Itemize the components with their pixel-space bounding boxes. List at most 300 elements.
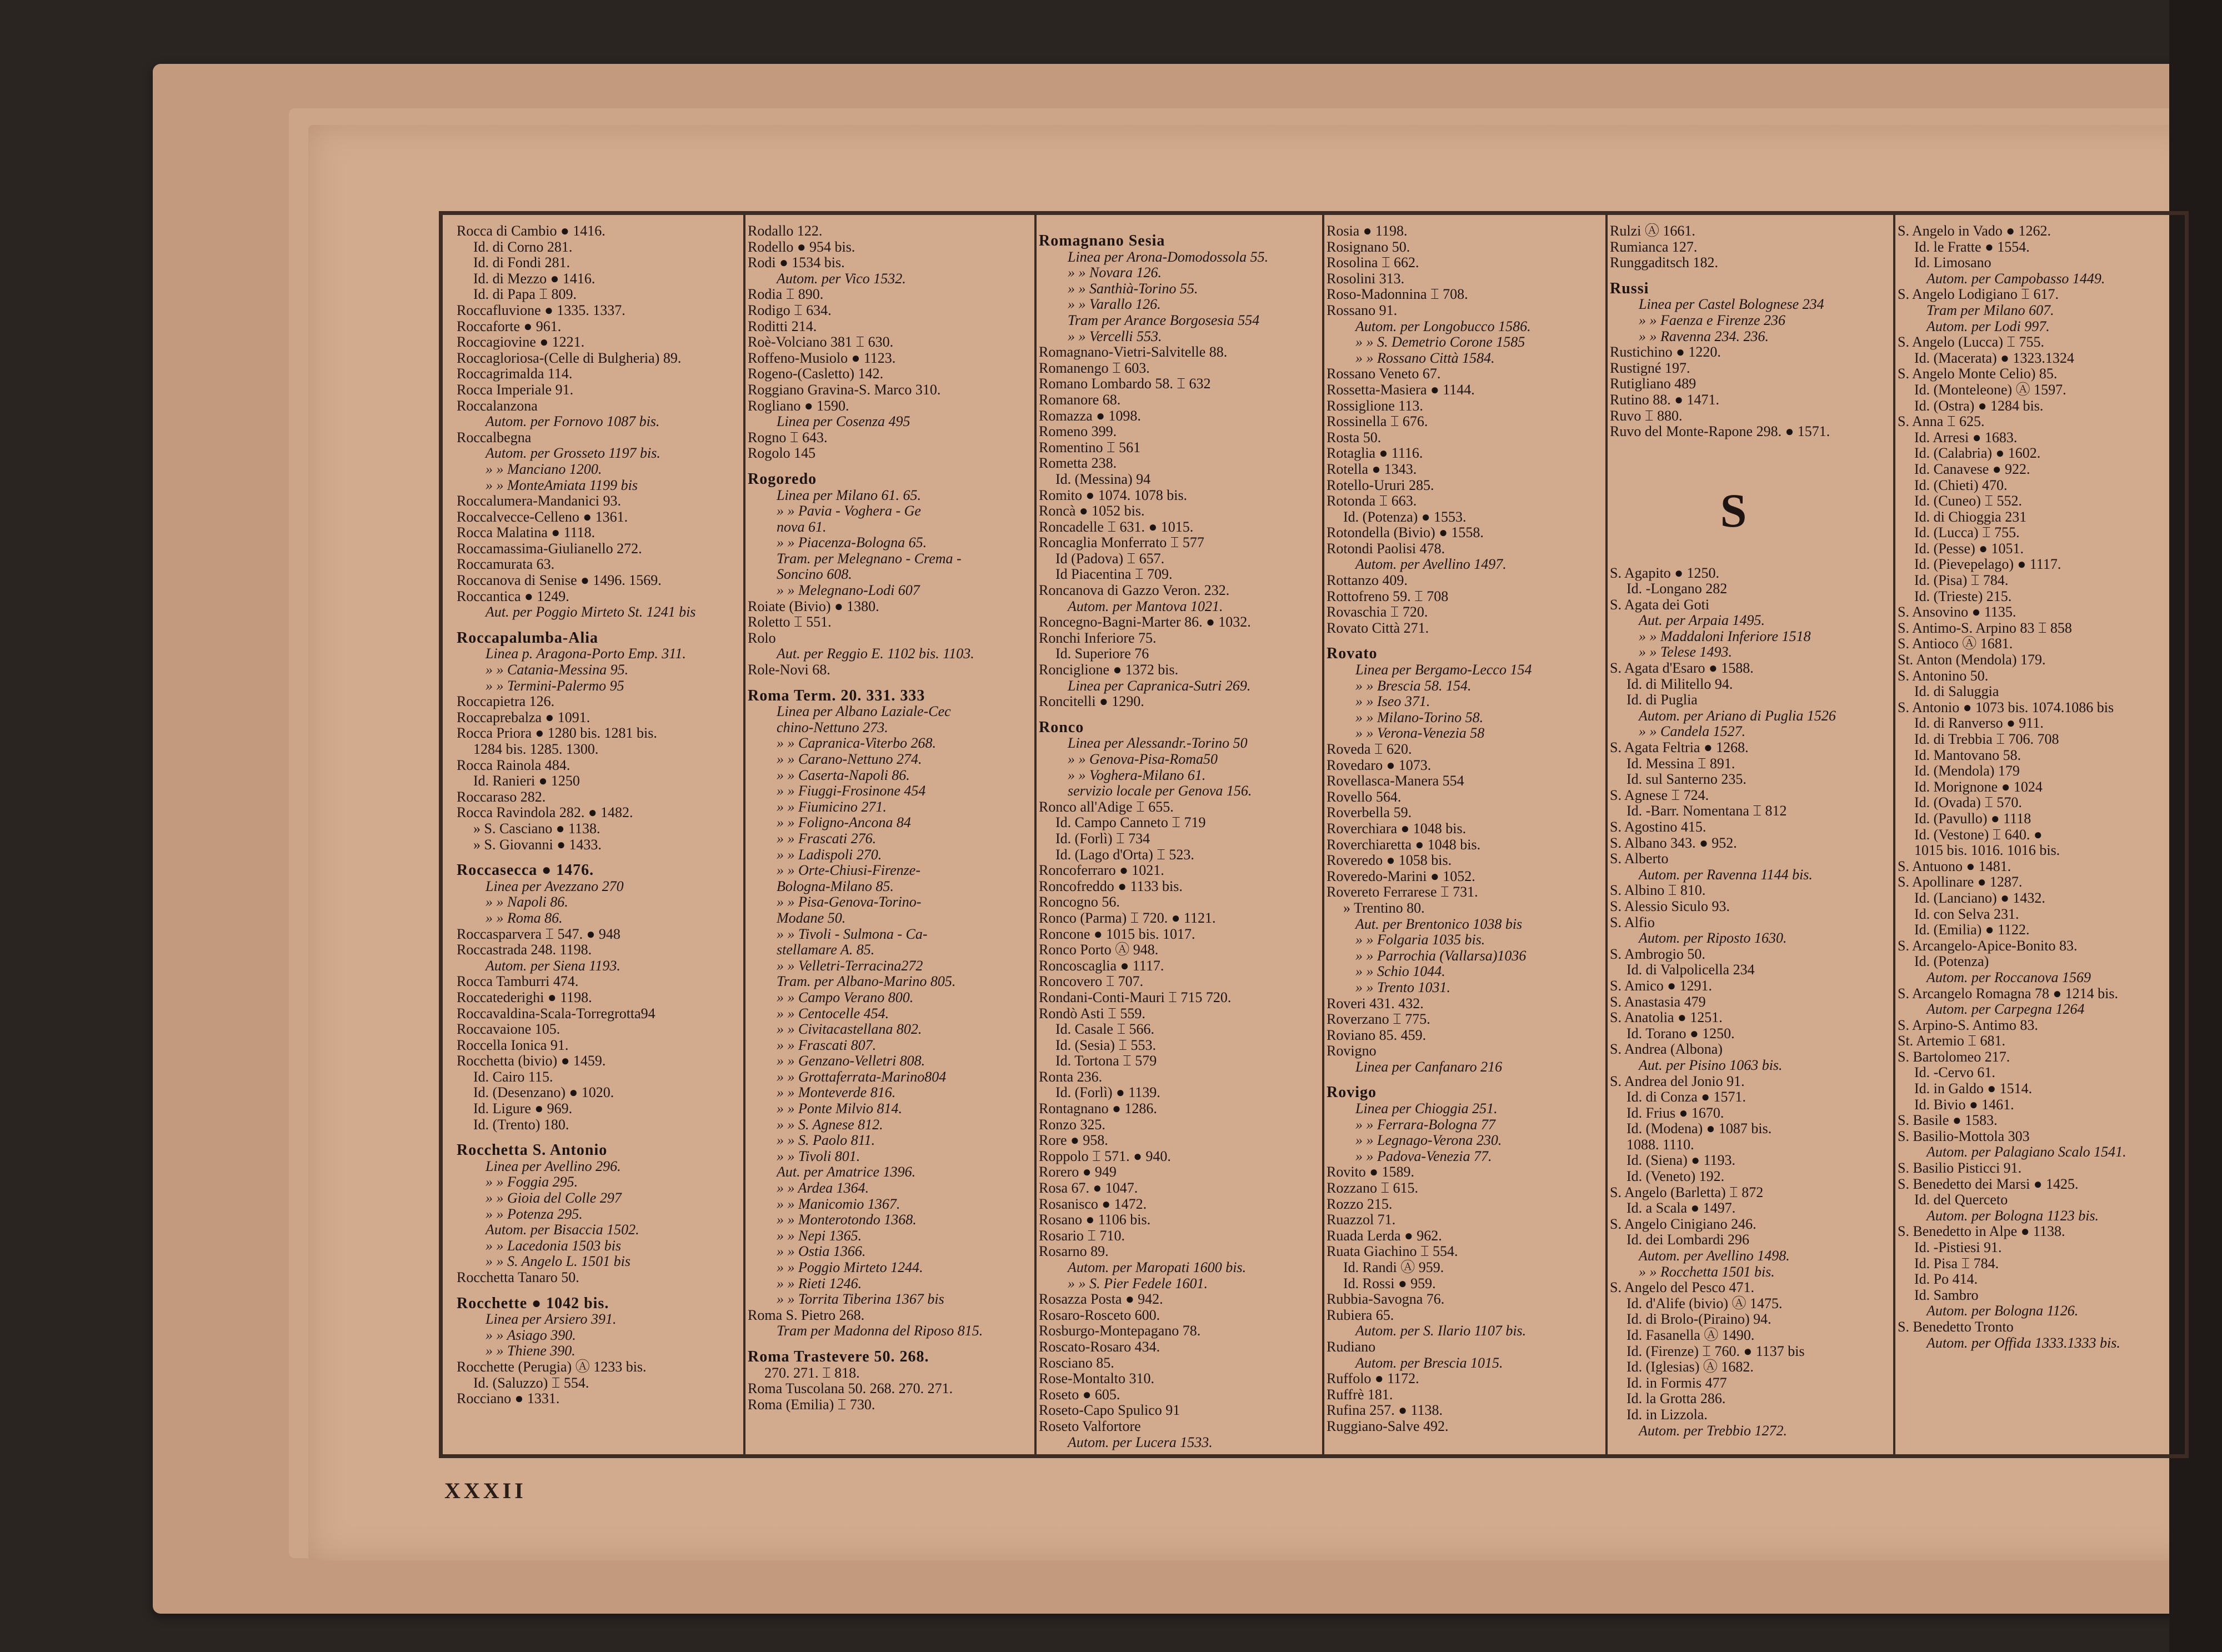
index-entry: Id. (Iglesias) Ⓐ 1682. — [1627, 1359, 1754, 1375]
index-entry: S. Angelo Lodigiano ⌶ 617. — [1898, 286, 2059, 303]
index-entry: Id. (Siena) ● 1193. — [1627, 1152, 1735, 1169]
index-entry: Id. (Messina) 94 — [1055, 470, 1151, 487]
index-entry: Rocca Tamburri 474. — [457, 973, 579, 990]
index-entry: Ruggiano-Salve 492. — [1327, 1418, 1449, 1434]
index-entry: Rovellasca-Manera 554 — [1327, 773, 1464, 789]
index-entry: Rose-Montalto 310. — [1039, 1370, 1154, 1387]
index-entry: Romanore 68. — [1039, 391, 1121, 408]
index-entry: Id. Bivio ● 1461. — [1914, 1096, 2014, 1113]
index-entry: Id. (Cuneo) ⌶ 552. — [1914, 493, 2022, 509]
index-entry: S. Antuono ● 1481. — [1898, 858, 2011, 874]
index-column-3 — [1039, 223, 1319, 1451]
index-entry: Autom. per Avellino 1497. — [1355, 556, 1507, 573]
index-entry: Ronchi Inferiore 75. — [1039, 629, 1157, 646]
index-entry: » » Campo Verano 800. — [777, 989, 914, 1005]
index-entry: » » Caserta-Napoli 86. — [777, 767, 910, 783]
index-entry: S. Ansovino ● 1135. — [1898, 604, 2016, 620]
index-entry: Autom. per Palagiano Scalo 1541. — [1926, 1144, 2126, 1160]
index-entry: » » Velletri-Terracina272 — [777, 957, 923, 974]
index-entry: Rumianca 127. — [1610, 238, 1698, 255]
index-entry: S. Agostino 415. — [1610, 819, 1706, 835]
index-entry: Role-Novi 68. — [748, 662, 830, 678]
column-divider — [1322, 214, 1324, 1454]
index-entry: Id. (Saluzzo) ⌶ 554. — [473, 1374, 589, 1391]
index-entry: Roccafluvione ● 1335. 1337. — [457, 302, 625, 318]
index-entry: Ruffolo ● 1172. — [1327, 1370, 1419, 1387]
index-entry: Ronta 236. — [1039, 1068, 1103, 1085]
index-entry: Rontagnano ● 1286. — [1039, 1100, 1157, 1117]
index-entry: » » Schio 1044. — [1355, 963, 1445, 980]
index-entry: » » Foggia 295. — [486, 1174, 578, 1190]
index-entry: Rocchetta (bivio) ● 1459. — [457, 1053, 606, 1069]
index-entry: Rotondi Paolisi 478. — [1327, 540, 1445, 557]
index-entry: Rorero ● 949 — [1039, 1164, 1117, 1180]
index-entry: S. Arcangelo Romagna 78 ● 1214 bis. — [1898, 985, 2118, 1002]
index-entry: » » S. Paolo 811. — [777, 1132, 875, 1149]
index-entry: Autom. per Bologna 1123 bis. — [1926, 1207, 2099, 1224]
index-entry: Id. (Mendola) 179 — [1914, 763, 2020, 779]
index-entry: » » Varallo 126. — [1068, 296, 1161, 313]
index-entry: Aut. per Arpaia 1495. — [1639, 612, 1765, 629]
index-entry: Autom. per Brescia 1015. — [1355, 1354, 1503, 1371]
index-entry: Tram per Arance Borgosesia 554 — [1068, 312, 1260, 328]
index-entry: » » Ladispoli 270. — [777, 846, 882, 863]
index-entry: St. Anton (Mendola) 179. — [1898, 652, 2046, 668]
index-entry: Rutino 88. ● 1471. — [1610, 391, 1719, 408]
index-entry: Roverzano ⌶ 775. — [1327, 1011, 1430, 1028]
index-entry: S. Basilio Pisticci 91. — [1898, 1160, 2022, 1177]
index-entry: Rogliano ● 1590. — [748, 397, 849, 414]
index-entry: Autom. per Lodi 997. — [1926, 318, 2050, 334]
index-entry: Id. (Forlì) ● 1139. — [1055, 1084, 1160, 1101]
index-entry: Rossetta-Masiera ● 1144. — [1327, 381, 1475, 398]
index-entry: » » Civitacastellana 802. — [777, 1021, 922, 1038]
index-entry: Ruada Lerda ● 962. — [1327, 1227, 1442, 1244]
index-entry: Roscato-Rosaro 434. — [1039, 1338, 1160, 1355]
index-entry: Roccavaldina-Scala-Torregrotta94 — [457, 1005, 655, 1022]
index-entry: » » Brescia 58. 154. — [1355, 677, 1472, 694]
index-entry: Id. in Formis 477 — [1627, 1374, 1727, 1391]
index-entry: Roccasparvera ⌶ 547. ● 948 — [457, 925, 620, 942]
index-entry: Id. (Veneto) 192. — [1627, 1168, 1725, 1185]
index-entry: S. Benedetto in Alpe ● 1138. — [1898, 1223, 2065, 1240]
index-entry: S. Angelo (Barletta) ⌶ 872 — [1610, 1184, 1764, 1200]
index-entry: S. Alessio Siculo 93. — [1610, 898, 1730, 914]
index-entry: Autom. per Roccanova 1569 — [1926, 969, 2091, 985]
index-entry: Id. (Sesia) ⌶ 553. — [1055, 1037, 1156, 1053]
index-entry: S. Anastasia 479 — [1610, 993, 1706, 1010]
index-entry: S. Andrea del Jonio 91. — [1610, 1073, 1745, 1089]
index-entry: Id. Tortona ⌶ 579 — [1055, 1053, 1157, 1069]
index-entry: Rossinella ⌶ 676. — [1327, 413, 1428, 430]
index-entry: Ronco Porto Ⓐ 948. — [1039, 942, 1159, 958]
index-entry: » » Pavia - Voghera - Ge — [777, 503, 921, 519]
index-entry: Id. (Macerata) ● 1323.1324 — [1914, 349, 2074, 366]
index-entry: Id. dei Lombardi 296 — [1627, 1232, 1749, 1248]
index-entry: Rosazza Posta ● 942. — [1039, 1291, 1163, 1308]
index-entry: S. Alfio — [1610, 914, 1655, 930]
index-entry: Roncoscaglia ● 1117. — [1039, 957, 1164, 974]
index-entry: » » Centocelle 454. — [777, 1005, 889, 1022]
index-entry: » » S. Agnese 812. — [777, 1116, 883, 1133]
index-entry: Linea per Canfanaro 216 — [1355, 1058, 1503, 1075]
index-entry: Roviano 85. 459. — [1327, 1027, 1427, 1043]
index-entry: Linea per Bergamo-Lecco 154 — [1355, 662, 1532, 678]
index-entry: S. Agapito ● 1250. — [1610, 564, 1719, 581]
index-entry: Id. (Lago d'Orta) ⌶ 523. — [1055, 846, 1194, 863]
index-entry: S. Angelo Cinigiano 246. — [1610, 1215, 1756, 1232]
index-entry: Romanengo ⌶ 603. — [1039, 359, 1150, 376]
index-entry: » » Capranica-Viterbo 268. — [777, 735, 936, 752]
index-entry: Autom. per Bisaccia 1502. — [486, 1222, 639, 1238]
index-entry: » » Tivoli 801. — [777, 1148, 860, 1164]
index-entry: Rovito ● 1589. — [1327, 1164, 1414, 1180]
index-entry: Roncà ● 1052 bis. — [1039, 503, 1145, 519]
index-entry: Autom. per Trebbio 1272. — [1639, 1422, 1787, 1439]
index-entry: Roletto ⌶ 551. — [748, 614, 832, 630]
index-entry: Roccalvecce-Celleno ● 1361. — [457, 508, 628, 525]
index-entry: Id. di Valpolicella 234 — [1627, 962, 1755, 978]
index-entry: Rolo — [748, 629, 776, 646]
index-entry: Id. Frius ● 1670. — [1627, 1104, 1724, 1121]
index-entry: Id. Casale ⌶ 566. — [1055, 1021, 1155, 1038]
index-entry: Rocca Rainola 484. — [457, 757, 570, 773]
column-divider — [1893, 214, 1895, 1454]
index-entry: Rosignano 50. — [1327, 238, 1410, 255]
index-entry: Roso-Madonnina ⌶ 708. — [1327, 286, 1468, 303]
index-entry — [1610, 549, 1890, 565]
index-entry: S. Apollinare ● 1287. — [1898, 874, 2023, 890]
index-entry: S. Basilio-Mottola 303 — [1898, 1128, 2030, 1144]
index-entry: Soncino 608. — [777, 566, 852, 583]
index-entry: Rondani-Conti-Mauri ⌶ 715 720. — [1039, 989, 1232, 1005]
index-entry: Rore ● 958. — [1039, 1132, 1108, 1149]
index-entry: Roncaglia Monferrato ⌶ 577 — [1039, 534, 1204, 551]
index-entry: Roccalbegna — [457, 429, 532, 445]
index-entry: Id. di Papa ⌶ 809. — [473, 286, 577, 303]
index-entry: Rozzo 215. — [1327, 1195, 1393, 1212]
index-entry: 1015 bis. 1016. 1016 bis. — [1914, 842, 2060, 859]
index-entry: Id. (Forlì) ⌶ 734 — [1055, 830, 1150, 847]
index-entry: Id. (Pisa) ⌶ 784. — [1914, 572, 2009, 589]
index-heading: Rocchette ● 1042 bis. — [457, 1294, 609, 1312]
index-entry: » » Genzano-Velletri 808. — [777, 1053, 925, 1069]
index-entry: » » Novara 126. — [1068, 264, 1162, 281]
index-entry: Id. (Potenza) ● 1553. — [1343, 508, 1467, 525]
index-entry: Linea per Arona-Domodossola 55. — [1068, 248, 1269, 265]
index-entry: S. Antonio ● 1073 bis. 1074.1086 bis — [1898, 699, 2114, 715]
index-entry: S. Antimo-S. Arpino 83 ⌶ 858 — [1898, 619, 2072, 636]
index-entry: Id. del Querceto — [1914, 1192, 2008, 1208]
index-entry: Id. (Firenze) ⌶ 760. ● 1137 bis — [1627, 1343, 1805, 1359]
index-entry: » » Roma 86. — [486, 909, 563, 926]
index-entry: » » Gioia del Colle 297 — [486, 1190, 622, 1207]
index-entry: » » Lacedonia 1503 bis — [486, 1237, 622, 1254]
index-entry: Id. di Saluggia — [1914, 683, 1999, 700]
index-entry: Rosaro-Rosceto 600. — [1039, 1306, 1160, 1323]
index-entry: » » Verona-Venezia 58 — [1355, 725, 1485, 742]
index-entry: Rodigo ⌶ 634. — [748, 302, 832, 318]
index-entry: S. Antonino 50. — [1898, 667, 1989, 684]
index-entry: Id. di Chioggia 231 — [1914, 508, 2027, 525]
index-entry: Autom. per Riposto 1630. — [1639, 930, 1787, 947]
index-entry: » » Parrochia (Vallarsa)1036 — [1355, 947, 1527, 964]
index-entry — [1610, 455, 1890, 472]
index-entry: » » Trento 1031. — [1355, 979, 1450, 995]
index-entry: Rottofreno 59. ⌶ 708 — [1327, 588, 1449, 604]
index-entry: S. Antioco Ⓐ 1681. — [1898, 635, 2013, 652]
index-entry: » » Faenza e Firenze 236 — [1639, 312, 1786, 328]
index-entry: Id. Po 414. — [1914, 1271, 1978, 1288]
index-entry: Rubiera 65. — [1327, 1306, 1394, 1323]
index-entry: » S. Giovanni ● 1433. — [473, 836, 602, 853]
index-entry: Roncanova di Gazzo Veron. 232. — [1039, 582, 1230, 599]
index-entry: Aut. per Pisino 1063 bis. — [1639, 1057, 1783, 1073]
index-entry: Rovaschia ⌶ 720. — [1327, 604, 1428, 620]
index-entry: Id. di Brolo-(Piraino) 94. — [1627, 1311, 1771, 1328]
index-entry: » » S. Pier Fedele 1601. — [1068, 1275, 1208, 1291]
index-entry: Id. (Calabria) ● 1602. — [1914, 445, 2041, 462]
index-entry: Rosciano 85. — [1039, 1354, 1114, 1371]
index-entry: Id. in Galdo ● 1514. — [1914, 1080, 2033, 1097]
index-entry: S. Agnese ⌶ 724. — [1610, 787, 1709, 803]
index-entry: » » Fiumicino 271. — [777, 798, 887, 815]
index-entry: Ruffrè 181. — [1327, 1386, 1393, 1403]
index-entry: » » Frascati 276. — [777, 830, 877, 847]
index-entry: » » Catania-Messina 95. — [486, 662, 629, 678]
index-entry: Autom. per Avellino 1498. — [1639, 1248, 1790, 1264]
index-entry: Roccalumera-Mandanici 93. — [457, 493, 621, 509]
index-entry: Autom. per Fornovo 1087 bis. — [486, 413, 660, 430]
index-entry: Id. -Longano 282 — [1627, 580, 1728, 597]
index-entry: » » Padova-Venezia 77. — [1355, 1148, 1492, 1164]
index-entry: » » Iseo 371. — [1355, 693, 1430, 710]
index-entry: Ruata Giachino ⌶ 554. — [1327, 1243, 1458, 1260]
index-entry: Ruazzol 71. — [1327, 1212, 1396, 1228]
index-entry: » » Fiuggi-Frosinone 454 — [777, 783, 926, 799]
index-entry: Rosario ⌶ 710. — [1039, 1227, 1125, 1244]
index-entry: Linea per Cosenza 495 — [777, 413, 910, 430]
index-entry: » » Poggio Mirteto 1244. — [777, 1259, 923, 1275]
index-entry: Autom. per Ariano di Puglia 1526 — [1639, 707, 1836, 724]
index-entry: Roma S. Pietro 268. — [748, 1306, 865, 1323]
index-entry: Roccella Ionica 91. — [457, 1037, 569, 1053]
index-entry: Id. di Corno 281. — [473, 238, 573, 255]
index-entry: Id. Limosano — [1914, 254, 1991, 271]
index-entry: Id. Messina ⌶ 891. — [1627, 755, 1735, 772]
index-entry: » » Grottaferrata-Marino804 — [777, 1068, 947, 1085]
column-divider — [743, 214, 745, 1454]
index-entry: Id (Padova) ⌶ 657. — [1055, 550, 1165, 567]
index-entry: Id. di Ranverso ● 911. — [1914, 715, 2044, 732]
index-entry: Roccapietra 126. — [457, 693, 555, 710]
index-entry: » » Thiene 390. — [486, 1343, 575, 1359]
index-entry: Rulzi Ⓐ 1661. — [1610, 223, 1695, 239]
index-entry: Id. (Pievepelago) ● 1117. — [1914, 556, 2061, 573]
index-entry: Roccanova di Senise ● 1496. 1569. — [457, 572, 662, 589]
index-entry: » » Asiago 390. — [486, 1326, 576, 1343]
index-entry: Autom. per Mantova 1021. — [1068, 598, 1223, 614]
index-entry: S. Angelo del Pesco 471. — [1610, 1279, 1754, 1296]
index-entry: Roffeno-Musiolo ● 1123. — [748, 349, 896, 366]
index-entry: Linea per Arsiero 391. — [486, 1311, 617, 1328]
index-entry: Id. Torano ● 1250. — [1627, 1025, 1735, 1042]
index-entry: Autom. per Offida 1333.1333 bis. — [1926, 1334, 2120, 1351]
index-entry: Aut. per Amatrice 1396. — [777, 1164, 916, 1180]
index-entry: Bologna-Milano 85. — [777, 878, 894, 894]
index-heading: Rovato — [1327, 645, 1378, 663]
index-entry: » » Foligno-Ancona 84 — [777, 814, 911, 831]
index-entry: Rotella ● 1343. — [1327, 460, 1417, 477]
index-entry: » » Manciano 1200. — [486, 460, 602, 477]
index-entry: Romazza ● 1098. — [1039, 407, 1141, 424]
index-entry: Aut. per Reggio E. 1102 bis. 1103. — [777, 645, 974, 662]
index-entry: Rocca Priora ● 1280 bis. 1281 bis. — [457, 725, 657, 742]
index-entry: » Trentino 80. — [1343, 899, 1425, 916]
index-entry: Id. Canavese ● 922. — [1914, 460, 2030, 477]
index-entry: Linea per Chioggia 251. — [1355, 1100, 1498, 1117]
index-entry: 1088. 1110. — [1627, 1136, 1694, 1153]
index-entry: Aut. per Poggio Mirteto St. 1241 bis — [486, 604, 696, 620]
index-entry: Linea per Capranica-Sutri 269. — [1068, 677, 1251, 694]
index-entry: Id. Cairo 115. — [473, 1068, 553, 1085]
index-entry: Id. Fasanella Ⓐ 1490. — [1627, 1327, 1755, 1343]
index-entry: Ronzo 325. — [1039, 1116, 1105, 1133]
index-entry: Roveri 431. 432. — [1327, 995, 1424, 1012]
index-entry: Id. Superiore 76 — [1055, 645, 1149, 662]
index-entry: » » Ardea 1364. — [777, 1180, 869, 1197]
index-entry: Tram per Madonna del Riposo 815. — [777, 1323, 983, 1339]
index-entry: Rocchetta Tanaro 50. — [457, 1269, 579, 1285]
index-entry: » » Pisa-Genova-Torino- — [777, 894, 922, 910]
column-divider — [1034, 214, 1037, 1454]
index-entry: Autom. per Campobasso 1449. — [1926, 270, 2105, 287]
index-entry: Tram. per Albano-Marino 805. — [777, 973, 956, 990]
index-entry: » » Rieti 1246. — [777, 1275, 862, 1291]
index-entry: Autom. per Ravenna 1144 bis. — [1639, 866, 1813, 883]
index-entry: Roccatederighi ● 1198. — [457, 989, 592, 1005]
index-heading: Roccasecca ● 1476. — [457, 862, 594, 879]
index-entry: Id. (Desenzano) ● 1020. — [473, 1084, 614, 1101]
index-entry: Romentino ⌶ 561 — [1039, 439, 1141, 455]
index-entry: Id. di Mezzo ● 1416. — [473, 270, 595, 287]
index-entry: Roccagiovine ● 1221. — [457, 334, 585, 351]
index-entry — [1610, 440, 1890, 456]
index-entry: » » Napoli 86. — [486, 894, 568, 910]
index-entry: Autom. per Bologna 1126. — [1926, 1303, 2079, 1319]
index-entry: Linea per Avellino 296. — [486, 1158, 621, 1174]
page-number: XXXII — [444, 1478, 527, 1503]
index-entry: S. Bartolomeo 217. — [1898, 1048, 2010, 1065]
index-entry: Roveredo-Marini ● 1052. — [1327, 868, 1475, 884]
index-entry: » S. Casciano ● 1138. — [473, 820, 600, 837]
index-entry: Id. di Puglia — [1627, 692, 1698, 708]
index-entry: Roverchiaretta ● 1048 bis. — [1327, 836, 1481, 853]
index-entry: Roiate (Bivio) ● 1380. — [748, 598, 879, 614]
index-entry: Rutigliano 489 — [1610, 376, 1696, 392]
index-entry: Id. di Fondi 281. — [473, 254, 570, 271]
index-entry: S. Agata Feltria ● 1268. — [1610, 739, 1749, 756]
index-entry: » » Vercelli 553. — [1068, 328, 1162, 344]
index-entry: Roccamassima-Giulianello 272. — [457, 540, 642, 557]
index-entry: Rocca Malatina ● 1118. — [457, 524, 595, 541]
index-entry: Ronco all'Adige ⌶ 655. — [1039, 798, 1174, 815]
index-entry: Rodello ● 954 bis. — [748, 238, 855, 255]
index-entry: Rondò Asti ⌶ 559. — [1039, 1005, 1145, 1022]
index-entry: Roè-Volciano 381 ⌶ 630. — [748, 334, 894, 351]
index-entry: Roveda ⌶ 620. — [1327, 741, 1412, 757]
index-column-5 — [1610, 223, 1890, 1451]
index-entry: Id. (Chieti) 470. — [1914, 477, 2008, 493]
index-column-1 — [457, 223, 740, 1451]
index-entry: » » Ponte Milvio 814. — [777, 1100, 903, 1117]
index-entry: Id. -Barr. Nomentana ⌶ 812 — [1627, 803, 1787, 819]
index-entry: » » MonteAmiata 1199 bis — [486, 477, 638, 493]
index-entry: Rovato Città 271. — [1327, 619, 1429, 636]
index-entry: Id. (Potenza) — [1914, 953, 1989, 970]
index-entry: S. Albano 343. ● 952. — [1610, 834, 1737, 851]
index-entry: Id. sul Santerno 235. — [1627, 771, 1746, 788]
index-entry: S. Angelo (Lucca) ⌶ 755. — [1898, 334, 2044, 351]
index-entry: » » Nepi 1365. — [777, 1227, 862, 1244]
index-entry: Id. (Emilia) ● 1122. — [1914, 922, 2030, 938]
index-entry: Rubbia-Savogna 76. — [1327, 1291, 1445, 1308]
index-entry: stellamare A. 85. — [777, 942, 875, 958]
section-letter: S — [1720, 483, 1747, 537]
index-entry: Rogno ⌶ 643. — [748, 429, 828, 445]
index-entry: Rocca Ravindola 282. ● 1482. — [457, 804, 633, 821]
index-entry: Rudiano — [1327, 1338, 1376, 1355]
index-entry: S. Amico ● 1291. — [1610, 977, 1712, 994]
index-entry: Rosolina ⌶ 662. — [1327, 254, 1419, 271]
column-divider — [1605, 214, 1608, 1454]
index-entry: Linea per Milano 61. 65. — [777, 487, 921, 503]
index-entry: Id. Pisa ⌶ 784. — [1914, 1255, 1999, 1271]
index-entry: » » Monterotondo 1368. — [777, 1212, 917, 1228]
index-entry: St. Artemio ⌶ 681. — [1898, 1033, 2005, 1049]
index-entry: nova 61. — [777, 518, 827, 535]
index-entry: Rosia ● 1198. — [1327, 223, 1408, 239]
index-entry: » » Santhià-Torino 55. — [1068, 280, 1198, 297]
index-heading: Rogoredo — [748, 470, 817, 488]
index-entry: S. Angelo Monte Celio) 85. — [1898, 366, 2058, 382]
index-entry: Rosa 67. ● 1047. — [1039, 1180, 1138, 1197]
index-entry: Rossano Veneto 67. — [1327, 366, 1441, 382]
index-entry: Id. (Trieste) 215. — [1914, 588, 2012, 604]
index-entry: Rustichino ● 1220. — [1610, 344, 1721, 361]
index-entry: Id. -Pistiesi 91. — [1914, 1239, 2002, 1255]
index-entry: Roppolo ⌶ 571. ● 940. — [1039, 1148, 1171, 1164]
index-entry: Roma (Emilia) ⌶ 730. — [748, 1396, 875, 1413]
index-entry: S. Andrea (Albona) — [1610, 1041, 1723, 1058]
index-column-4 — [1327, 223, 1603, 1451]
index-entry: Rossiglione 113. — [1327, 397, 1423, 414]
index-entry: » » Folgaria 1035 bis. — [1355, 932, 1485, 948]
index-entry: Rodallo 122. — [748, 223, 823, 239]
index-heading: Roccapalumba-Alia — [457, 629, 598, 647]
index-entry: Id. Sambro — [1914, 1286, 1979, 1303]
index-entry: Rosanisco ● 1472. — [1039, 1195, 1147, 1212]
index-entry: Modane 50. — [777, 909, 846, 926]
index-entry: » » Piacenza-Bologna 65. — [777, 534, 927, 551]
index-entry: » » Ravenna 234. 236. — [1639, 328, 1769, 344]
index-entry: » » S. Angelo L. 1501 bis — [486, 1253, 630, 1270]
index-entry: Rottanzo 409. — [1327, 572, 1408, 589]
index-entry: Rustigné 197. — [1610, 359, 1690, 376]
index-entry: » » Melegnano-Lodi 607 — [777, 582, 920, 599]
index-entry: Rotonda ⌶ 663. — [1327, 493, 1417, 509]
index-entry: » » Torrita Tiberina 1367 bis — [777, 1291, 944, 1308]
